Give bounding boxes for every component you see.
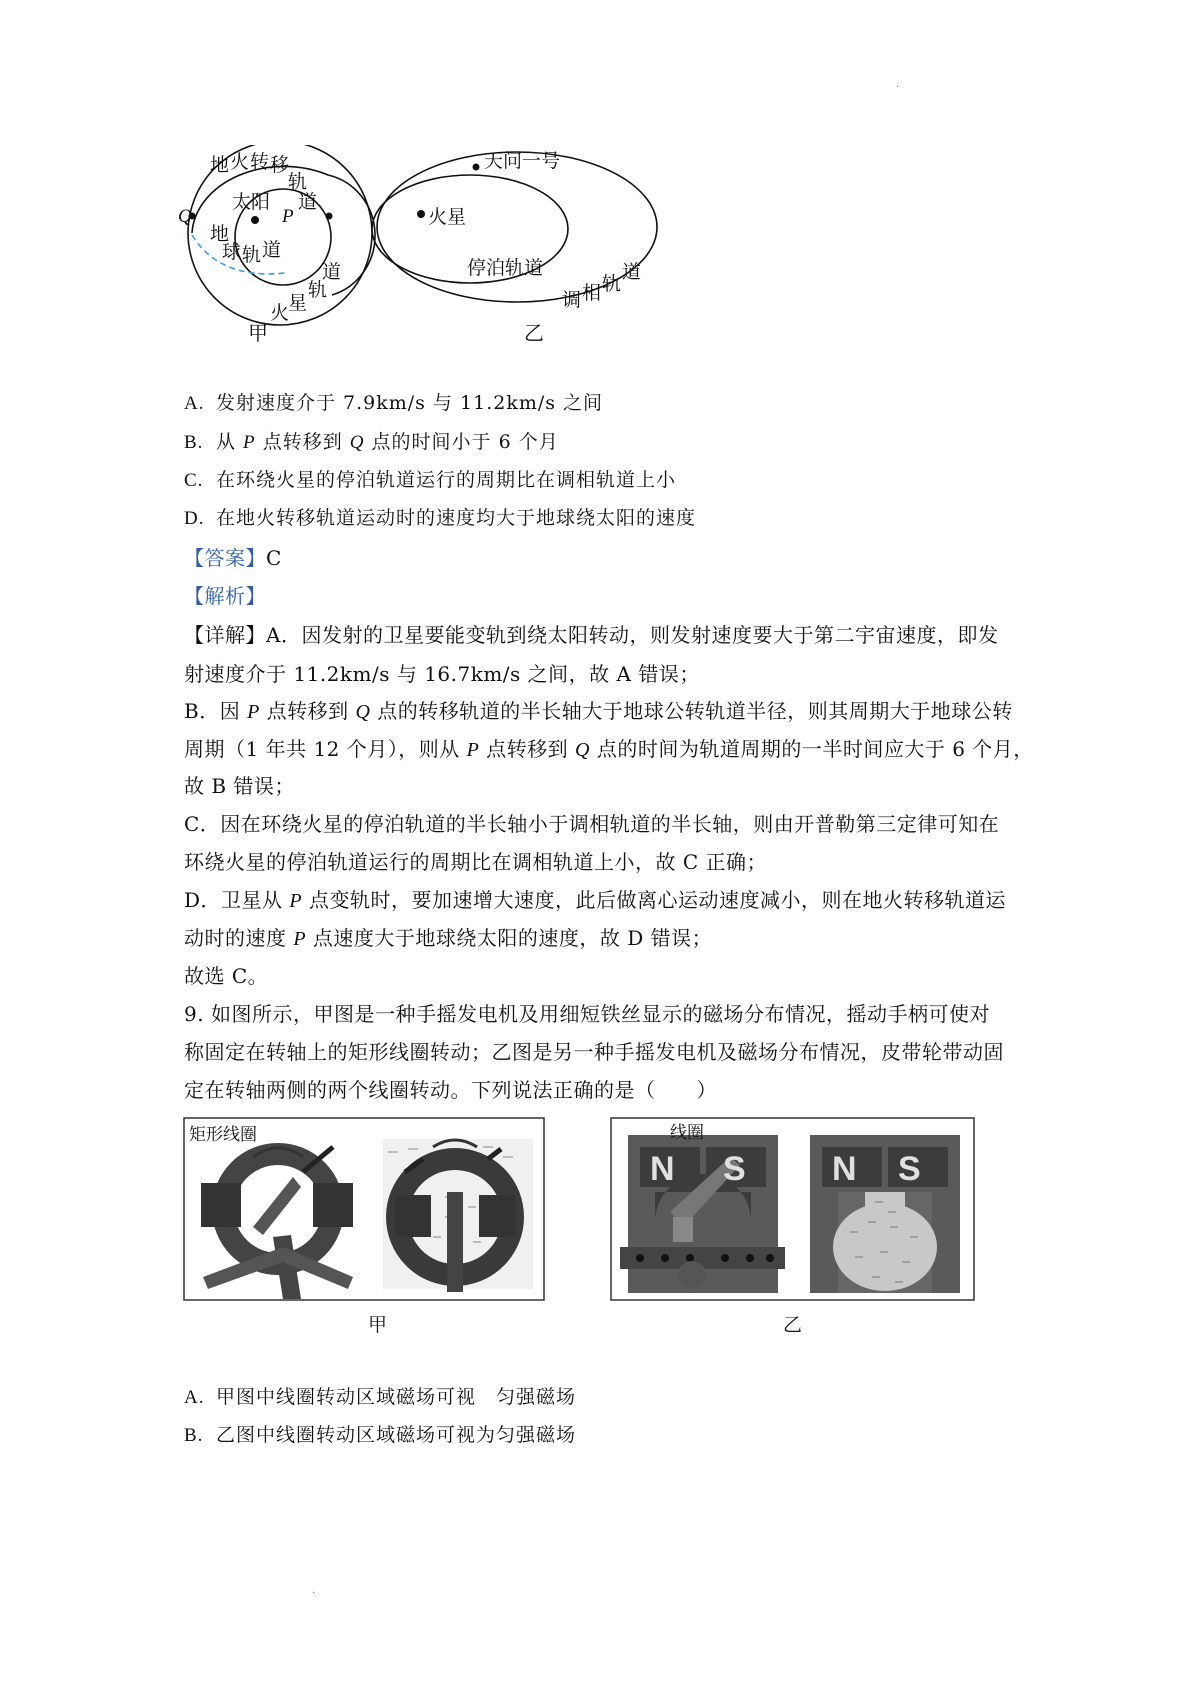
transfer-orbit-char-3: 转 [250,151,270,173]
transfer-orbit-char-6: 道 [298,191,318,213]
earth-orbit-char-3: 轨 [242,244,262,266]
earth-orbit-char-4: 道 [262,239,282,261]
q9-line3: 定在转轴两侧的两个线圈转动。下列说法正确的是（ ） [184,1078,717,1102]
left-n-label: N [650,1150,675,1188]
option-d: D. 在地火转移轨道运动时的速度均大于地球绕太阳的速度 [184,507,697,529]
mars-orbit-char-2: 轨 [308,279,328,301]
left-s-label: S [723,1150,746,1188]
explain-c-line2: 环绕火星的停泊轨道运行的周期比在调相轨道上小，故 C 正确； [184,850,768,874]
explain-a-line1: 【详解】A．因发射的卫星要能变轨到绕太阳转动，则发射速度要大于第二宇宙速度，即发 [184,623,999,647]
option-a: A. 发射速度介于 7.9km/s 与 11.2km/s 之间 [184,392,604,414]
q9-option-a: A. 甲图中线圈转动区域磁场可视 匀强磁场 [184,1386,577,1408]
explain-d-line1: D．卫星从 P 点变轨时，要加速增大速度，此后做离心运动速度减小，则在地火转移轨道运 [184,888,1006,912]
right-s-label: S [898,1150,921,1188]
yi-left-magnet [620,1135,785,1293]
q-label: Q [178,206,192,227]
transfer-orbit-char-2: 火 [230,151,250,173]
mars-orbit-char-1: 道 [322,261,342,283]
yi-caption: 乙 [524,321,544,345]
explain-b-line2: 周期（1 年共 12 个月），则从 P 点转移到 Q 点的时间为轨道周期的一半时间应大于 6 个月， [184,737,1034,761]
answer-tag: 【答案】 [184,546,266,570]
rect-coil-label: 矩形线圈 [189,1125,257,1145]
explain-c-line1: C．因在环绕火星的停泊轨道的半长轴小于调相轨道的半长轴，则由开普勒第三定律可知在 [184,812,1000,836]
phasing-orbit-char-1: 调 [562,289,582,311]
parking-orbit-label: 停泊轨道 [467,257,544,279]
transfer-orbit-char-4: 移 [270,154,290,176]
q9-fig-caption-yi: 乙 [783,1314,803,1336]
tianwen-label: 天问一号 [484,150,561,172]
explain-b-line1: B．因 P 点转移到 Q 点的转移轨道的半长轴大于地球公转轨道半径，则其周期大于地球公转 [184,699,1013,723]
transfer-orbit-char-1: 地 [210,154,230,176]
phasing-orbit-char-3: 轨 [602,273,622,295]
p-label: P [282,206,294,227]
explain-d-line2: 动时的速度 P 点速度大于地球绕太阳的速度，故 D 错误； [184,926,713,950]
option-b: B. 从 P 点转移到 Q 点的时间小于 6 个月 [184,431,559,453]
jia-caption: 甲 [248,321,268,345]
coil-label: 线圈 [670,1123,704,1143]
phasing-orbit-char-4: 道 [622,261,642,283]
analysis-tag: 【解析】 [184,584,266,608]
right-n-label: N [832,1150,857,1188]
scan-dot-top: · [896,82,900,93]
yi-labels [428,145,780,375]
jia-right-device [383,1139,533,1292]
sun-label: 太阳 [232,191,271,213]
answer-value: C [266,546,282,570]
scan-dot-bottom: · [312,1588,316,1599]
earth-orbit-char-2: 球 [222,241,242,263]
mars-orbit-char-4: 火 [270,302,290,324]
transfer-orbit-char-5: 轨 [288,171,308,193]
jia-labels [180,145,480,375]
generator-figure-yi [610,1117,975,1301]
q9-line2: 称固定在转轴上的矩形线圈转动；乙图是另一种手摇发电机及磁场分布情况，皮带轮带动固 [184,1040,1004,1064]
explain-a-line2: 射速度介于 11.2km/s 与 16.7km/s 之间，故 A 错误； [184,662,700,686]
q9-option-b: B. 乙图中线圈转动区域磁场可视为匀强磁场 [184,1424,577,1446]
phasing-orbit-char-2: 相 [582,282,602,304]
answer-line [184,542,282,571]
mars-label: 火星 [428,206,467,228]
option-c: C. 在环绕火星的停泊轨道运行的周期比在调相轨道上小 [184,469,677,491]
q9-fig-caption-jia: 甲 [368,1314,388,1336]
mars-orbit-char-3: 星 [288,292,308,314]
explain-conclusion: 故选 C。 [184,964,269,988]
q9-line1: 9. 如图所示，甲图是一种手摇发电机及用细短铁丝显示的磁场分布情况，摇动手柄可使对 [184,1002,990,1026]
earth-orbit-char-1: 地 [210,223,230,245]
explain-b-line3: 故 B 错误； [184,774,295,798]
